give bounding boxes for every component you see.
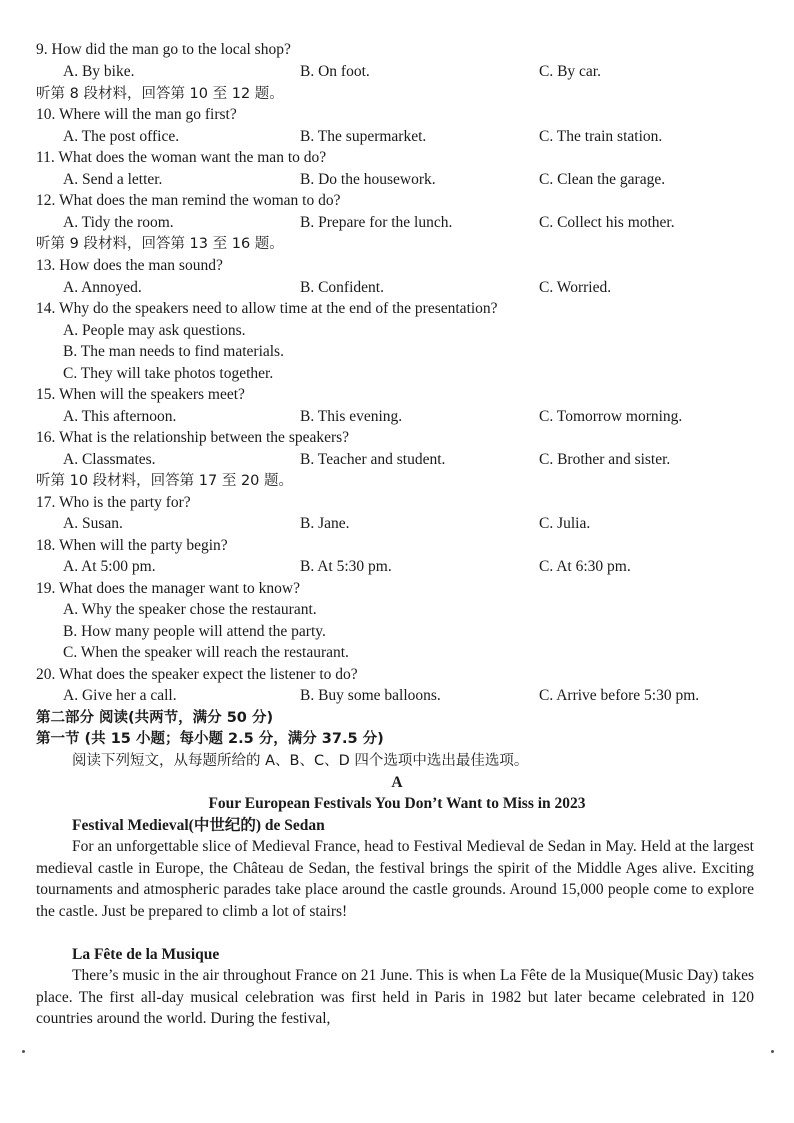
option-c: C. Tomorrow morning. xyxy=(539,408,683,425)
question-10: 10. Where will the man go first? xyxy=(36,106,237,123)
paragraph xyxy=(36,965,754,1030)
options-11 xyxy=(63,170,763,190)
options-15 xyxy=(63,407,763,427)
passage-letter: A xyxy=(391,774,403,791)
reading-instruction: 阅读下列短文，从每题所给的 A、B、C、D 四个选项中选出最佳选项。 xyxy=(72,753,529,769)
option-b: B. The supermarket. xyxy=(300,128,427,145)
option-a: A. By bike. xyxy=(63,63,135,80)
options-16 xyxy=(63,450,763,470)
option-b: B. Confident. xyxy=(300,279,384,296)
question-16: 16. What is the relationship between the speakers? xyxy=(36,429,350,446)
option-c: C. The train station. xyxy=(539,128,663,145)
option-c: C. Clean the garage. xyxy=(539,171,666,188)
section-note-10: 听第 10 段材料，回答第 17 至 20 题。 xyxy=(36,473,294,489)
paragraph-text: For an unforgettable slice of Medieval France, head to Festival Medieval de Sedan in May. Held at the largest medieval castle in Europe, the Château de Sedan, the festival brings the spirit of the Middle Ages alive. Exciting tournaments and atmospheric parades take place around the castle grounds. Around 15,000 people come to explore the castle. Just be prepared to climb a lot of stairs! xyxy=(36,838,754,921)
option-a: A. Classmates. xyxy=(63,451,156,468)
option-c: C. They will take photos together. xyxy=(63,365,274,382)
question-19: 19. What does the manager want to know? xyxy=(36,580,300,597)
option-b: B. Teacher and student. xyxy=(300,451,446,468)
options-13 xyxy=(63,278,763,298)
section-note-9: 听第 9 段材料，回答第 13 至 16 题。 xyxy=(36,236,284,252)
options-17 xyxy=(63,514,763,534)
option-c: C. At 6:30 pm. xyxy=(539,558,631,575)
question-15: 15. When will the speakers meet? xyxy=(36,386,245,403)
question-20: 20. What does the speaker expect the listener to do? xyxy=(36,666,358,683)
section-heading: 第一节 (共 15 小题；每小题 2.5 分，满分 37.5 分) xyxy=(36,731,384,747)
option-c: C. Brother and sister. xyxy=(539,451,671,468)
option-b: B. At 5:30 pm. xyxy=(300,558,392,575)
option-a: A. At 5:00 pm. xyxy=(63,558,156,575)
option-a: A. Susan. xyxy=(63,515,123,532)
option-b: B. Buy some balloons. xyxy=(300,687,441,704)
option-a: A. Why the speaker chose the restaurant. xyxy=(63,601,317,618)
option-c: C. Julia. xyxy=(539,515,591,532)
option-b: B. Prepare for the lunch. xyxy=(300,214,453,231)
option-a: A. Tidy the room. xyxy=(63,214,174,231)
paragraph xyxy=(36,836,754,923)
options-20 xyxy=(63,686,763,706)
scan-speck xyxy=(771,1050,774,1053)
option-b: B. Do the housework. xyxy=(300,171,436,188)
options-12 xyxy=(63,213,763,233)
question-18: 18. When will the party begin? xyxy=(36,537,228,554)
part-heading: 第二部分 阅读(共两节，满分 50 分) xyxy=(36,710,274,726)
question-9: 9. How did the man go to the local shop? xyxy=(36,41,291,58)
options-10 xyxy=(63,127,763,147)
question-12: 12. What does the man remind the woman to do? xyxy=(36,192,341,209)
option-a: A. Annoyed. xyxy=(63,279,142,296)
option-a: A. People may ask questions. xyxy=(63,322,246,339)
option-a: A. Give her a call. xyxy=(63,687,177,704)
option-c: C. Arrive before 5:30 pm. xyxy=(539,687,700,704)
festival-heading: La Fête de la Musique xyxy=(72,946,220,963)
option-b: B. The man needs to find materials. xyxy=(63,343,284,360)
option-a: A. This afternoon. xyxy=(63,408,177,425)
option-c: C. Worried. xyxy=(539,279,612,296)
festival-heading: Festival Medieval(中世纪的) de Sedan xyxy=(72,817,325,834)
option-b: B. On foot. xyxy=(300,63,370,80)
paragraph-text: There’s music in the air throughout France on 21 June. This is when La Fête de la Musique(Music Day) takes place. The first all-day musical celebration was first held in Paris in 1982 but later became celebrated in 120 countries around the world. During the festival, xyxy=(36,967,754,1028)
option-c: C. By car. xyxy=(539,63,601,80)
option-a: A. The post office. xyxy=(63,128,180,145)
passage-title: Four European Festivals You Don’t Want to Miss in 2023 xyxy=(208,795,586,812)
options-18 xyxy=(63,557,763,577)
question-14: 14. Why do the speakers need to allow time at the end of the presentation? xyxy=(36,300,498,317)
option-b: B. How many people will attend the party. xyxy=(63,623,326,640)
question-13: 13. How does the man sound? xyxy=(36,257,223,274)
option-a: A. Send a letter. xyxy=(63,171,163,188)
option-b: B. Jane. xyxy=(300,515,350,532)
question-17: 17. Who is the party for? xyxy=(36,494,191,511)
question-11: 11. What does the woman want the man to do? xyxy=(36,149,327,166)
option-b: B. This evening. xyxy=(300,408,403,425)
scan-speck xyxy=(22,1050,25,1053)
option-c: C. When the speaker will reach the restaurant. xyxy=(63,644,349,661)
options-9 xyxy=(63,62,763,82)
section-note-8: 听第 8 段材料，回答第 10 至 12 题。 xyxy=(36,86,284,102)
option-c: C. Collect his mother. xyxy=(539,214,675,231)
